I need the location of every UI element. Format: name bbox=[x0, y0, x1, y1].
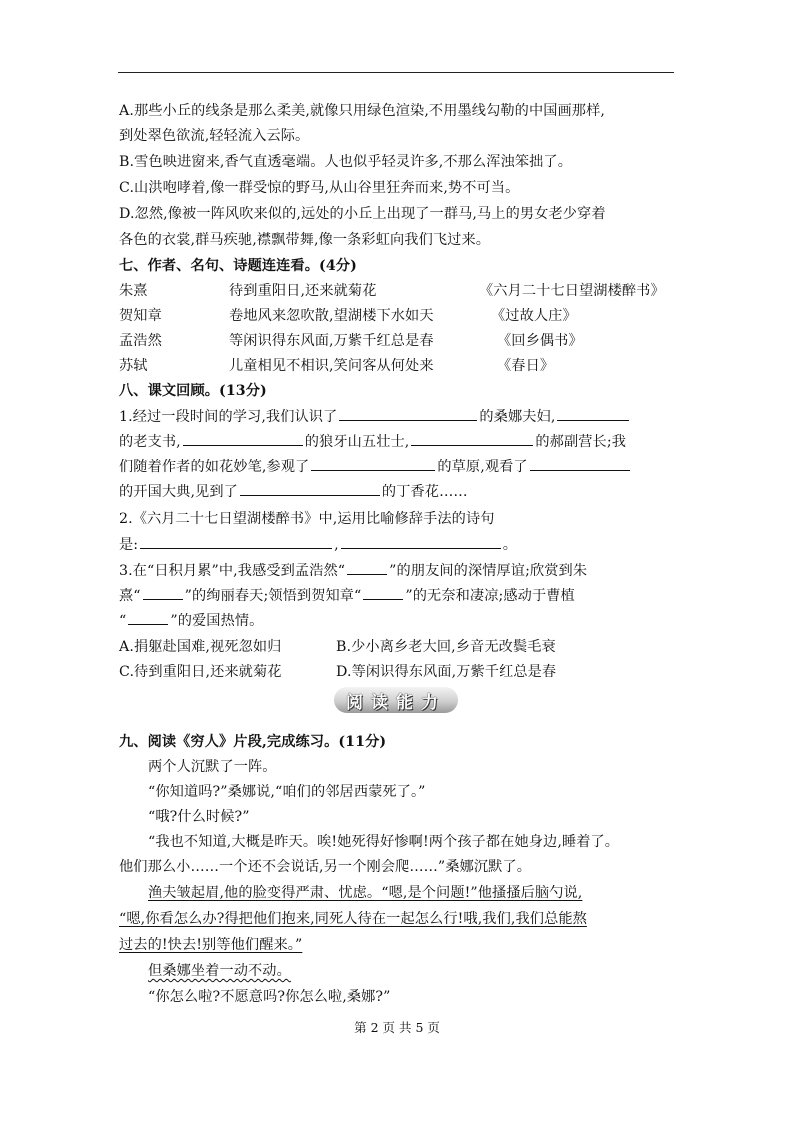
option-b: B.雪色映进窗来,香气直透毫端。人也似乎轻灵许多,不那么浑浊笨拙了。 bbox=[119, 154, 572, 170]
fill-blank[interactable] bbox=[530, 456, 630, 471]
fill-blank[interactable] bbox=[339, 406, 477, 421]
fill-blank[interactable] bbox=[363, 585, 403, 600]
passage-p3: “哦?什么时候?” bbox=[148, 809, 250, 825]
passage-p4-line1: “我也不知道,大概是昨天。唉!她死得好惨啊!两个孩子都在她身边,睡着了。 bbox=[148, 834, 620, 850]
passage-p4-line2: 他们那么小……一个还不会说话,另一个刚会爬……”桑娜沉默了。 bbox=[119, 859, 532, 875]
match-line: 待到重阳日,还来就菊花 bbox=[229, 283, 377, 299]
match-author: 贺知章 bbox=[119, 308, 162, 324]
match-line: 卷地风来忽吹散,望湖楼下水如天 bbox=[229, 308, 434, 324]
page-number: 第 2 页 共 5 页 bbox=[354, 1020, 440, 1035]
passage-p1: 两个人沉默了一阵。 bbox=[148, 759, 277, 775]
match-poem: 《春日》 bbox=[497, 358, 555, 374]
fill-blank[interactable] bbox=[143, 585, 183, 600]
fill-blank[interactable] bbox=[347, 560, 387, 575]
match-author: 朱熹 bbox=[119, 283, 148, 299]
match-line: 儿童相见不相识,笑问客从何处来 bbox=[229, 358, 434, 374]
fill-blank[interactable] bbox=[183, 431, 303, 446]
q2-line2: 是: , 。 bbox=[119, 534, 517, 556]
q2-line1: 2.《六月二十七日望湖楼醉书》中,运用比喻修辞手法的诗句 bbox=[119, 511, 495, 527]
fill-blank[interactable] bbox=[128, 610, 168, 625]
q3-option-d: D.等闲识得东风面,万紫千红总是春 bbox=[336, 664, 557, 680]
passage-p6: 但桑娜坐着一动不动。 bbox=[148, 963, 291, 979]
reading-ability-banner bbox=[334, 687, 458, 713]
match-row bbox=[119, 355, 675, 377]
q3-option-a: A.捐躯赴国难,视死忽如归 bbox=[119, 639, 282, 655]
section9-title: 九、阅读《穷人》片段,完成练习。(11分) bbox=[119, 734, 387, 750]
fill-blank[interactable] bbox=[311, 456, 435, 471]
q3-line3: “ ”的爱国热情。 bbox=[119, 610, 263, 632]
passage-p5-line1: 渔夫皱起眉,他的脸变得严肃、忧虑。“嗯,是个问题!”他搔搔后脑勺说, bbox=[148, 885, 583, 901]
match-poem: 《回乡偶书》 bbox=[497, 333, 583, 349]
passage-p7: “你怎么啦?不愿意吗?你怎么啦,桑娜?” bbox=[148, 989, 391, 1005]
option-a-line1: A.那些小丘的线条是那么柔美,就像只用绿色渲染,不用墨线勾勒的中国画那样, bbox=[119, 103, 605, 119]
match-row bbox=[119, 330, 675, 352]
match-author: 苏轼 bbox=[119, 358, 148, 374]
match-poem: 《六月二十七日望湖楼醉书》 bbox=[479, 283, 665, 299]
match-author: 孟浩然 bbox=[119, 333, 162, 349]
q3-option-c: C.待到重阳日,还来就菊花 bbox=[119, 664, 282, 680]
passage-p2: “你知道吗?”桑娜说,“咱们的邻居西蒙死了。” bbox=[148, 784, 426, 800]
section7-title: 七、作者、名句、诗题连连看。(4分) bbox=[119, 258, 357, 274]
q3-options-row2 bbox=[119, 661, 675, 683]
match-row bbox=[119, 280, 675, 302]
q1-line1: 1.经过一段时间的学习,我们认识了 的桑娜夫妇, bbox=[119, 406, 631, 428]
q3-option-b: B.少小离乡老大回,乡音无改鬓毛衰 bbox=[336, 639, 556, 655]
q3-options-row1 bbox=[119, 636, 675, 658]
option-c: C.山洪咆哮着,像一群受惊的野马,从山谷里狂奔而来,势不可当。 bbox=[119, 180, 520, 196]
fill-blank[interactable] bbox=[341, 534, 501, 549]
banner-text: 阅读能力 bbox=[346, 692, 446, 713]
q1-line2: 的老支书, 的狼牙山五壮士, 的郝副营长;我 bbox=[119, 431, 626, 453]
match-row bbox=[119, 305, 675, 327]
q1-line4: 的开国大典,见到了 的丁香花…… bbox=[119, 481, 468, 503]
header-rule bbox=[118, 72, 674, 73]
q3-line1: 3.在“日积月累”中,我感受到孟浩然“ ”的朋友间的深情厚谊;欣赏到朱 bbox=[119, 560, 587, 582]
fill-blank[interactable] bbox=[240, 481, 380, 496]
section8-title: 八、课文回顾。(13分) bbox=[119, 383, 267, 399]
q3-line2: 熹“ ”的绚丽春天;领悟到贺知章“ ”的无奈和凄凉;感动于曹植 bbox=[119, 585, 575, 607]
q1-line3: 们随着作者的如花妙笔,参观了 的草原,观看了 bbox=[119, 456, 632, 478]
fill-blank[interactable] bbox=[140, 534, 332, 549]
fill-blank[interactable] bbox=[411, 431, 533, 446]
match-line: 等闲识得东风面,万紫千红总是春 bbox=[229, 333, 434, 349]
match-poem: 《过故人庄》 bbox=[491, 308, 577, 324]
fill-blank[interactable] bbox=[557, 406, 629, 421]
passage-p5-line3: 过去的!快去!别等他们醒来。” bbox=[119, 937, 303, 953]
option-d-line1: D.忽然,像被一阵风吹来似的,远处的小丘上出现了一群马,马上的男女老少穿着 bbox=[119, 206, 606, 222]
option-d-line2: 各色的衣裳,群马疾驰,襟飘带舞,像一条彩虹向我们飞过来。 bbox=[119, 232, 491, 248]
passage-p5-line2: “嗯,你看怎么办?得把他们抱来,同死人待在一起怎么行!哦,我们,我们总能熬 bbox=[119, 911, 587, 927]
option-a-line2: 到处翠色欲流,轻轻流入云际。 bbox=[119, 128, 310, 144]
